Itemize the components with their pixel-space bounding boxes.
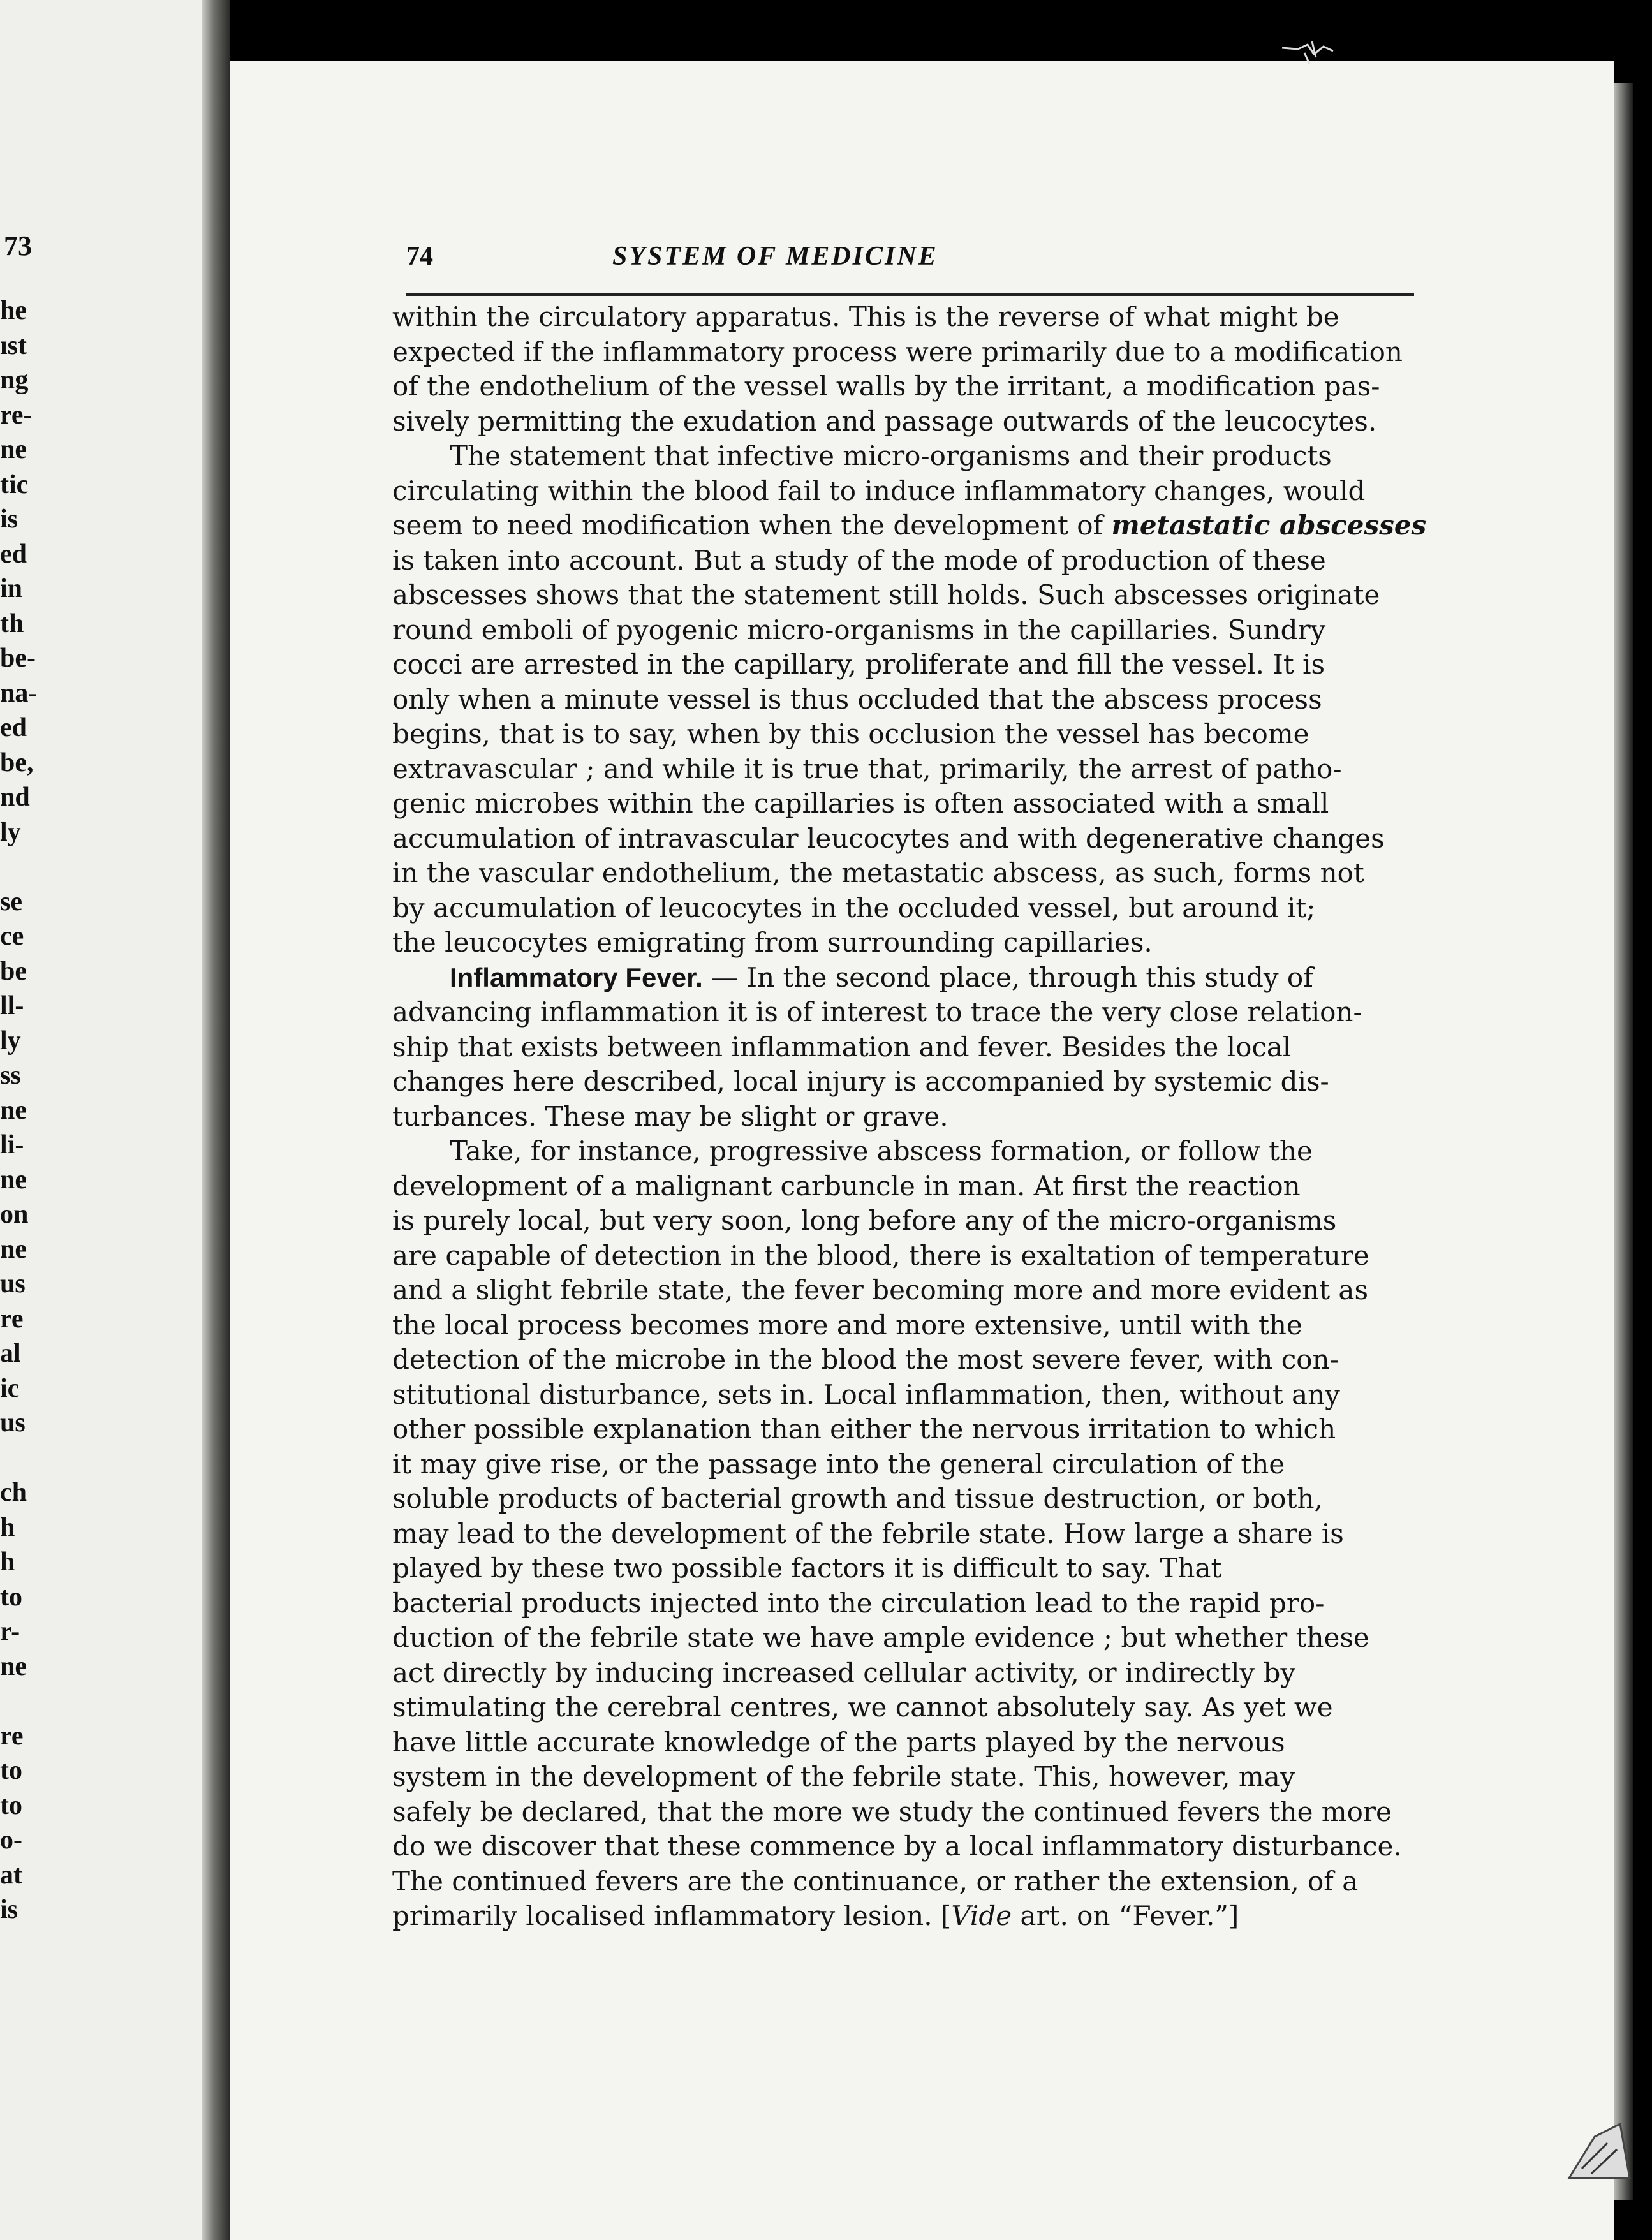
facing-page-fragment: us (0, 1408, 26, 1438)
facing-page-fragment: ss (0, 1061, 21, 1090)
text-line: duction of the febrile state we have ample evidence ; but whether these (392, 1622, 1369, 1653)
facing-page-fragment: to (0, 1582, 22, 1612)
facing-page-fragment: ed (0, 539, 27, 569)
facing-page-fragment (0, 850, 51, 885)
text-line: do we discover that these commence by a local inflammatory disturbance. (392, 1831, 1402, 1862)
text-line (392, 1899, 1413, 1934)
text-line: are capable of detection in the blood, there is exaltation of temperature (392, 1239, 1369, 1271)
facing-page-fragment: ng (0, 365, 29, 395)
facing-page-fragment: ch (0, 1478, 27, 1507)
facing-page-fragment: re- (0, 400, 33, 430)
text-line (392, 508, 1427, 543)
section-heading: Inflammatory Fever. (450, 962, 703, 992)
text-line: accumulation of intravascular leucocytes and with degenerative changes (392, 822, 1385, 854)
facing-page-fragment: he (0, 296, 27, 325)
text-line: stimulating the cerebral centres, we cannot absolutely say. As yet we (392, 1691, 1333, 1723)
text-line: by accumulation of leucocytes in the occluded vessel, but around it; (392, 892, 1316, 924)
text-line: and a slight febrile state, the fever becoming more and more evident as (392, 1274, 1369, 1306)
facing-page-fragment: ly (0, 817, 21, 847)
text-line: have little accurate knowledge of the parts played by the nervous (392, 1726, 1285, 1758)
text-run: — In the second place, through this study of (702, 961, 1313, 993)
facing-page-fragment: na- (0, 678, 38, 708)
facing-page-fragment: on (0, 1200, 29, 1229)
text-line: stitutional disturbance, sets in. Local inflammation, then, without any (392, 1378, 1340, 1410)
text-line: the local process becomes more and more extensive, until with the (392, 1309, 1302, 1341)
facing-page-fragment: to (0, 1790, 22, 1820)
facing-page-fragment: tic (0, 469, 29, 499)
text-run: seem to need modification when the development of (392, 510, 1112, 541)
text-line: The statement that infective micro-organisms and their products (450, 440, 1332, 471)
paragraph (392, 961, 1413, 1135)
text-line: in the vascular endothelium, the metastatic abscess, as such, forms not (392, 857, 1364, 888)
text-line: The continued fevers are the continuance, or rather the extension, of a (392, 1865, 1359, 1897)
facing-page-fragment: se (0, 887, 22, 917)
text-line: detection of the microbe in the blood the most severe fever, with con- (392, 1344, 1339, 1375)
text-line: abscesses shows that the statement still holds. Such abscesses originate (392, 579, 1380, 610)
facing-page-fragment: th (0, 608, 24, 638)
facing-page-fragment: nd (0, 783, 30, 812)
text-line: circulating within the blood fail to induce inflammatory changes, would (392, 475, 1366, 506)
facing-page-fragment: re (0, 1721, 24, 1751)
text-line: sively permitting the exudation and passage outwards of the leucocytes. (392, 405, 1377, 437)
text-line: genic microbes within the capillaries is often associated with a small (392, 788, 1329, 819)
facing-page-fragment: ed (0, 713, 27, 742)
facing-page-fragment: al (0, 1339, 21, 1368)
text-line: may lead to the development of the febrile state. How large a share is (392, 1517, 1344, 1549)
text-line: only when a minute vessel is thus occluded that the abscess process (392, 683, 1322, 715)
facing-page-text-fragments (0, 293, 51, 1927)
paragraph (392, 439, 1427, 961)
facing-page-fragment: o- (0, 1825, 22, 1855)
facing-page-fragment (0, 1441, 51, 1476)
scan-speck (1279, 35, 1336, 67)
text-line: the leucocytes emigrating from surrounding capillaries. (392, 927, 1153, 958)
header-rule (406, 293, 1414, 296)
text-line: it may give rise, or the passage into the general circulation of the (392, 1448, 1285, 1480)
text-line: begins, that is to say, when by this occlusion the vessel has become (392, 718, 1309, 749)
text-line: is taken into account. But a study of the mode of production of these (392, 544, 1326, 576)
paragraph (392, 1134, 1413, 1934)
text-line: soluble products of bacterial growth and tissue destruction, or both, (392, 1483, 1323, 1514)
facing-page-fragment: r- (0, 1617, 20, 1646)
body-text (392, 300, 1427, 1934)
text-line: other possible explanation than either the nervous irritation to which (392, 1413, 1336, 1445)
text-line: Take, for instance, progressive abscess formation, or follow the (450, 1135, 1313, 1167)
paragraph (392, 300, 1413, 439)
text-line: is purely local, but very soon, long before any of the micro-organisms (392, 1205, 1337, 1236)
facing-page-fragment: in (0, 574, 23, 603)
page-edge (1614, 83, 1633, 2200)
facing-page-fragment: h (0, 1512, 15, 1542)
facing-page (0, 0, 214, 2240)
facing-page-fragment: at (0, 1860, 22, 1890)
book-gutter (202, 0, 230, 2240)
page-corner-mark (1556, 2098, 1633, 2181)
text-line: advancing inflammation it is of interest to trace the very close relation- (392, 996, 1362, 1028)
facing-page-fragment: be (0, 956, 27, 986)
facing-page-fragment: ne (0, 1651, 27, 1681)
text-line: ship that exists between inflammation and fever. Besides the local (392, 1031, 1292, 1063)
facing-page-fragment: re (0, 1304, 24, 1334)
text-line: development of a malignant carbuncle in man. At first the reaction (392, 1170, 1301, 1202)
facing-page-fragment (0, 1684, 51, 1719)
facing-page-fragment: ic (0, 1373, 20, 1403)
text-line: round emboli of pyogenic micro-organisms in the capillaries. Sundry (392, 614, 1326, 645)
facing-page-number: 73 (4, 230, 32, 262)
text-line: changes here described, local injury is accompanied by systemic dis- (392, 1066, 1329, 1097)
text-line: of the endothelium of the vessel walls by the irritant, a modification pas- (392, 371, 1380, 402)
text-line: safely be declared, that the more we study the continued fevers the more (392, 1795, 1392, 1827)
text-run: primarily localised inflammatory lesion. [ (392, 1900, 952, 1931)
facing-page-fragment: h (0, 1547, 15, 1577)
text-line: turbances. These may be slight or grave. (392, 1100, 948, 1132)
facing-page-fragment: ll- (0, 991, 24, 1021)
facing-page-fragment: is (0, 1895, 18, 1924)
text-line: expected if the inflammatory process were primarily due to a modification (392, 335, 1403, 367)
text-run: art. on “Fever.”] (1012, 1900, 1239, 1931)
facing-page-fragment: ly (0, 1026, 21, 1056)
text-line: cocci are arrested in the capillary, proliferate and fill the vessel. It is (392, 649, 1325, 680)
facing-page-fragment: us (0, 1269, 26, 1299)
page-number: 74 (406, 242, 433, 271)
facing-page-fragment: ne (0, 435, 27, 464)
text-line: bacterial products injected into the circulation lead to the rapid pro- (392, 1587, 1325, 1619)
facing-page-fragment: be- (0, 644, 36, 673)
facing-page-fragment: li- (0, 1130, 24, 1160)
italic-term: Vide (951, 1900, 1012, 1931)
facing-page-fragment: ne (0, 1234, 27, 1264)
facing-page-fragment: be, (0, 748, 34, 777)
text-line: system in the development of the febrile state. This, however, may (392, 1761, 1295, 1792)
facing-page-fragment: ne (0, 1165, 27, 1195)
text-line (392, 961, 1413, 996)
running-title: SYSTEM OF MEDICINE (612, 242, 938, 271)
text-line: within the circulatory apparatus. This is the reverse of what might be (392, 301, 1339, 332)
facing-page-fragment: to (0, 1756, 22, 1785)
facing-page-fragment: ıst (0, 330, 27, 360)
text-line: act directly by inducing increased cellular activity, or indirectly by (392, 1656, 1296, 1688)
facing-page-fragment: ce (0, 922, 24, 951)
facing-page-fragment: ne (0, 1095, 27, 1125)
italic-term: metastatic abscesses (1111, 510, 1427, 541)
text-line: played by these two possible factors it is difficult to say. That (392, 1552, 1222, 1584)
text-line: extravascular ; and while it is true that, primarily, the arrest of patho- (392, 753, 1342, 785)
facing-page-fragment: is (0, 505, 18, 534)
